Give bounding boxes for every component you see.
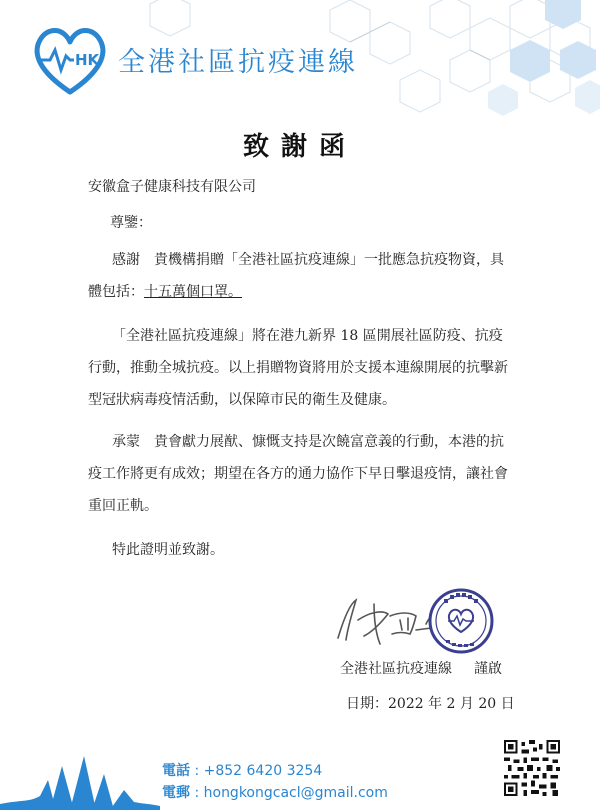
paragraph-thanks-text: 感謝 貴機構捐贈「全港社區抗疫連線」一批應急抗疫物資，具體包括： [88,252,504,300]
recipient: 安徽盒子健康科技有限公司 [88,179,256,195]
phone-contact: 電話 : +852 6420 3254 [162,763,323,779]
paragraph-thanks [88,244,508,308]
organization-seal [428,588,494,654]
email-value[interactable]: hongkongcacl@gmail.com [203,785,388,801]
qr-code-icon[interactable] [504,740,560,796]
logo-text: HK [75,51,100,69]
document-title: 致謝函 [242,132,357,162]
paragraph-plan: 「全港社區抗疫連線」將在港九新界 18 區開展社區防疫、抗疫行動，推動全城抗疫。以上捐贈物資將用於支援本連線開展的抗擊新型冠狀病毒疫情活動，以保障市民的衛生及健康。 [88,328,508,408]
email-contact: 電郵 : hongkongcacl@gmail.com [162,785,388,801]
phone-value[interactable]: +852 6420 3254 [203,763,323,779]
letter-date: 日期：2022 年 2 月 20 日 [346,696,515,712]
donation-item: 十五萬個口罩。 [144,284,242,300]
signer-name: 全港社區抗疫連線 [340,661,452,677]
salutation: 尊鑒： [110,215,152,231]
paragraph-appreciation: 承蒙 貴會獻力展猷、慷慨支持是次饒富意義的行動，本港的抗疫工作將更有成效；期望在各方的通力協作下早日擊退疫情，讓社會重回正軌。 [88,434,508,514]
heart-logo-icon [30,20,110,100]
email-label: 電郵 [162,785,190,801]
phone-label: 電話 [162,763,190,779]
heartbeat-wave-icon [0,730,160,810]
organization-name: 全港社區抗疫連線 [118,47,358,78]
sign-suffix: 謹啟 [474,661,502,677]
signer-line [340,658,502,678]
paragraph-closing: 特此證明並致謝。 [112,542,224,558]
